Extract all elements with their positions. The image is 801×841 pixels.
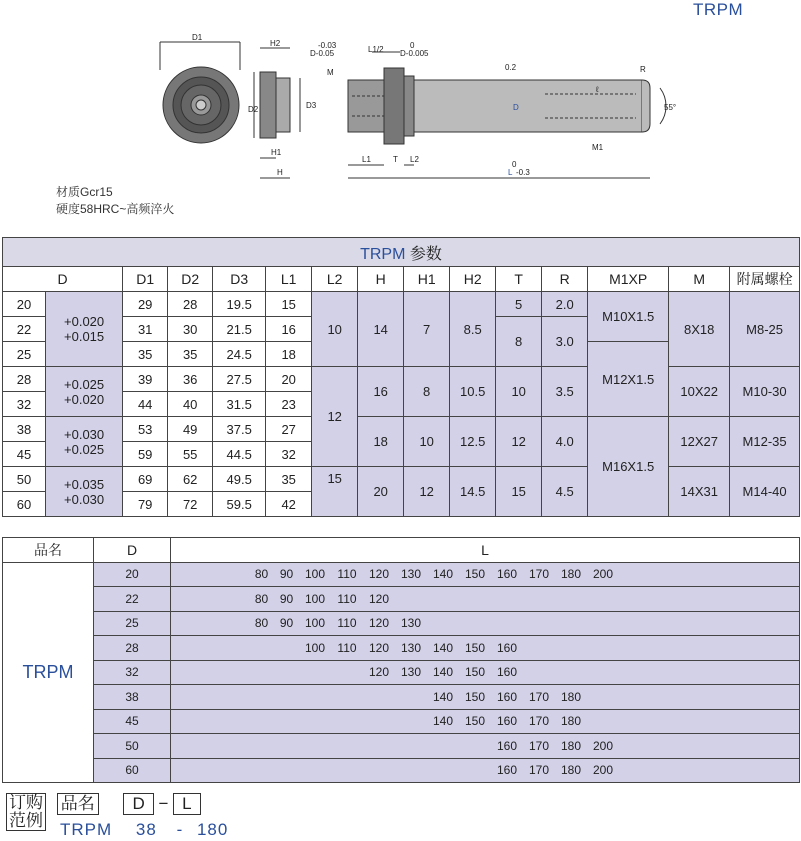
length-row-d: 28: [94, 636, 171, 661]
order-box-l: L: [173, 793, 200, 815]
cell-d3: 44.5: [213, 442, 266, 467]
dim-h: H: [277, 168, 283, 177]
dim-d1: D1: [192, 33, 203, 42]
cell-d1: 59: [123, 442, 168, 467]
col-header-m: M: [669, 267, 730, 292]
length-value: 160: [496, 640, 518, 655]
length-value: 90: [279, 591, 294, 606]
product-tag: TRPM: [693, 0, 744, 19]
length-row-d: 45: [94, 709, 171, 734]
length-value: 160: [496, 665, 518, 680]
cell-d: 32: [3, 392, 46, 417]
dim-l1: L1: [362, 155, 371, 164]
length-value: 150: [464, 567, 486, 582]
cell-d: 60: [3, 492, 46, 517]
cell-d: 20: [3, 292, 46, 317]
length-value: 180: [560, 567, 582, 582]
cell-d3: 49.5: [213, 467, 266, 492]
dim-d: D: [513, 103, 519, 112]
length-value: 150: [464, 665, 486, 680]
length-value: 160: [496, 567, 518, 582]
length-value: 160: [496, 689, 518, 704]
cell-d2: 28: [168, 292, 213, 317]
length-value: 140: [432, 640, 454, 655]
cell-tol: +0.025 +0.020: [46, 367, 123, 417]
cell-h: 20: [358, 467, 404, 517]
length-value: 170: [528, 567, 550, 582]
dim-r: R: [640, 65, 646, 74]
cell-m: 12X27: [669, 417, 730, 467]
col-header-l2: L2: [312, 267, 358, 292]
cell-d3: 21.5: [213, 317, 266, 342]
cell-bolt: M14-40: [730, 467, 800, 517]
cell-t: 15: [496, 467, 542, 517]
dim-l-zero: 0: [512, 160, 517, 169]
length-row-d: 22: [94, 587, 171, 612]
cell-l1: 32: [266, 442, 312, 467]
length-value: 140: [432, 567, 454, 582]
cell-h1: 10: [404, 417, 450, 467]
col-header-r: R: [542, 267, 588, 292]
length-values: [171, 734, 800, 759]
cell-m: 8X18: [669, 292, 730, 367]
dim-m: M: [327, 68, 334, 77]
cell-d: 38: [3, 417, 46, 442]
col-header-h2: H2: [450, 267, 496, 292]
cell-r: 2.0: [542, 292, 588, 317]
cell-d3: 59.5: [213, 492, 266, 517]
length-row-d: 38: [94, 685, 171, 710]
length-value: 150: [464, 640, 486, 655]
length-value: 120: [368, 665, 390, 680]
length-value: 130: [400, 640, 422, 655]
cell-l1: 15: [266, 292, 312, 317]
length-value: 150: [464, 714, 486, 729]
cell-tol: +0.030 +0.025: [46, 417, 123, 467]
cell-m1xp: M10X1.5: [588, 292, 669, 342]
length-row-d: 50: [94, 734, 171, 759]
cell-l1: 16: [266, 317, 312, 342]
col-header-h: H: [358, 267, 404, 292]
length-value: 110: [337, 640, 357, 655]
cell-d: 50: [3, 467, 46, 492]
cell-tol: +0.035 +0.030: [46, 467, 123, 517]
col-header-bolt: 附属螺栓: [730, 267, 800, 292]
col-header-m1xp: M1XP: [588, 267, 669, 292]
dim-d2: D2: [248, 105, 259, 114]
cell-h2: 10.5: [450, 367, 496, 417]
cell-r: 4.0: [542, 417, 588, 467]
length-value: 120: [368, 616, 390, 631]
cell-h1: 7: [404, 292, 450, 367]
technical-drawing: [150, 30, 680, 190]
cell-r: 3.5: [542, 367, 588, 417]
col-header-l1: L1: [266, 267, 312, 292]
param-table-caption: TRPM 参数: [3, 238, 800, 267]
cell-d: 28: [3, 367, 46, 392]
example-name: TRPM: [60, 820, 113, 839]
length-value: 160: [496, 714, 518, 729]
cell-l2: 15: [312, 467, 358, 517]
length-value: 120: [368, 567, 390, 582]
cell-m1xp: M16X1.5: [588, 417, 669, 517]
cell-l1: 23: [266, 392, 312, 417]
length-value: 90: [279, 567, 294, 582]
length-value: 100: [304, 640, 326, 655]
cell-h: 18: [358, 417, 404, 467]
cell-m: 14X31: [669, 467, 730, 517]
length-value: 170: [528, 763, 550, 778]
tol-a1: -0.03: [318, 41, 337, 50]
header-name: 品名: [3, 538, 94, 563]
cell-d: 25: [3, 342, 46, 367]
cell-t: 10: [496, 367, 542, 417]
col-header-h1: H1: [404, 267, 450, 292]
cell-d1: 69: [123, 467, 168, 492]
tol-b1: 0: [410, 41, 415, 50]
cell-d1: 39: [123, 367, 168, 392]
length-values: [171, 611, 800, 636]
length-values: [171, 709, 800, 734]
cell-d: 45: [3, 442, 46, 467]
length-row-d: 20: [94, 562, 171, 587]
length-values: [171, 562, 800, 587]
cell-bolt: M12-35: [730, 417, 800, 467]
length-values: [171, 587, 800, 612]
length-table: [2, 537, 800, 783]
cell-bolt: M8-25: [730, 292, 800, 367]
cell-t: 5: [496, 292, 542, 317]
cell-d1: 79: [123, 492, 168, 517]
cell-l1: 18: [266, 342, 312, 367]
length-value: 150: [464, 689, 486, 704]
example-sep: -: [176, 820, 184, 839]
order-box-name: 品名: [57, 793, 99, 815]
parameter-table: [2, 237, 800, 517]
cell-d1: 35: [123, 342, 168, 367]
length-value: 140: [432, 714, 454, 729]
dim-h1: H1: [271, 148, 282, 157]
cell-h2: 8.5: [450, 292, 496, 367]
dim-l1half: L1/2: [368, 45, 384, 54]
cell-d1: 31: [123, 317, 168, 342]
length-values: [171, 636, 800, 661]
length-value: 200: [592, 738, 614, 753]
cell-l1: 35: [266, 467, 312, 492]
cell-m1xp: M12X1.5: [588, 342, 669, 417]
cell-d2: 62: [168, 467, 213, 492]
length-value: 80: [254, 567, 269, 582]
cell-tol: +0.020 +0.015: [46, 292, 123, 367]
length-value: 180: [560, 689, 582, 704]
cell-d2: 55: [168, 442, 213, 467]
col-header-d1: D1: [123, 267, 168, 292]
length-value: 110: [337, 567, 357, 582]
cell-d2: 40: [168, 392, 213, 417]
cell-d1: 44: [123, 392, 168, 417]
tol-a2: D-0.05: [310, 49, 335, 58]
cell-t: 8: [496, 317, 542, 367]
header-d: D: [94, 538, 171, 563]
length-values: [171, 758, 800, 783]
dim-ell: ℓ: [596, 85, 599, 94]
length-value: 160: [496, 738, 518, 753]
length-value: 130: [400, 665, 422, 680]
length-value: 200: [592, 763, 614, 778]
cell-t: 12: [496, 417, 542, 467]
cell-d: 22: [3, 317, 46, 342]
header-l: L: [171, 538, 800, 563]
dim-angle: 55°: [664, 103, 677, 112]
length-value: 110: [337, 616, 357, 631]
col-header-d2: D2: [168, 267, 213, 292]
order-example: [60, 820, 228, 840]
cell-d3: 27.5: [213, 367, 266, 392]
length-value: 130: [400, 567, 422, 582]
length-value: 120: [368, 591, 390, 606]
material-note: [56, 184, 174, 218]
col-header-d3: D3: [213, 267, 266, 292]
length-value: 130: [400, 616, 422, 631]
cell-d2: 49: [168, 417, 213, 442]
roughness: 0.2: [505, 63, 517, 72]
cell-h1: 12: [404, 467, 450, 517]
length-values: [171, 660, 800, 685]
length-row-d: 60: [94, 758, 171, 783]
cell-l2: 12: [312, 367, 358, 467]
cell-h1: 8: [404, 367, 450, 417]
dim-t: T: [393, 155, 398, 164]
tol-b2: D-0.005: [400, 49, 429, 58]
length-value: 90: [279, 616, 294, 631]
dim-h2: H2: [270, 39, 281, 48]
cell-m: 10X22: [669, 367, 730, 417]
cell-d2: 72: [168, 492, 213, 517]
cell-h: 14: [358, 292, 404, 367]
hardness-line: 硬度58HRC~高频淬火: [56, 202, 175, 216]
cell-h2: 12.5: [450, 417, 496, 467]
order-box-d: D: [123, 793, 153, 815]
length-value: 180: [560, 763, 582, 778]
length-value: 170: [528, 738, 550, 753]
example-l: 180: [196, 820, 229, 839]
length-value: 180: [560, 738, 582, 753]
length-value: 200: [592, 567, 614, 582]
length-value: 170: [528, 689, 550, 704]
example-d: 38: [135, 820, 157, 839]
length-value: 180: [560, 714, 582, 729]
cell-l1: 20: [266, 367, 312, 392]
length-row-d: 25: [94, 611, 171, 636]
length-value: 80: [254, 591, 269, 606]
col-header-t: T: [496, 267, 542, 292]
length-values: [171, 685, 800, 710]
dim-m1: M1: [592, 143, 604, 152]
cell-d3: 37.5: [213, 417, 266, 442]
cell-d3: 31.5: [213, 392, 266, 417]
cell-d2: 35: [168, 342, 213, 367]
col-header-d: D: [3, 267, 123, 292]
length-value: 80: [254, 616, 269, 631]
cell-h2: 14.5: [450, 467, 496, 517]
dim-l: L: [508, 168, 513, 177]
length-value: 100: [304, 567, 326, 582]
cell-r: 4.5: [542, 467, 588, 517]
product-name: TRPM: [3, 562, 94, 783]
cell-d1: 53: [123, 417, 168, 442]
cell-l1: 27: [266, 417, 312, 442]
length-value: 140: [432, 665, 454, 680]
cell-d2: 36: [168, 367, 213, 392]
length-value: 160: [496, 763, 518, 778]
length-value: 110: [337, 591, 357, 606]
dim-l-tol: -0.3: [516, 168, 530, 177]
dim-d3: D3: [306, 101, 317, 110]
order-label: 订购 范例: [6, 793, 46, 831]
cell-l1: 42: [266, 492, 312, 517]
cell-d1: 29: [123, 292, 168, 317]
length-value: 100: [304, 591, 326, 606]
cell-d3: 19.5: [213, 292, 266, 317]
cell-d3: 24.5: [213, 342, 266, 367]
cell-bolt: M10-30: [730, 367, 800, 417]
material-line: 材质Gcr15: [56, 185, 113, 199]
length-value: 140: [432, 689, 454, 704]
length-value: 100: [304, 616, 326, 631]
length-row-d: 32: [94, 660, 171, 685]
cell-h: 16: [358, 367, 404, 417]
cell-d2: 30: [168, 317, 213, 342]
cell-l2: 10: [312, 292, 358, 367]
length-value: 170: [528, 714, 550, 729]
cell-r: 3.0: [542, 317, 588, 367]
dim-l2: L2: [410, 155, 419, 164]
length-value: 120: [368, 640, 390, 655]
order-dash: −: [158, 794, 169, 813]
